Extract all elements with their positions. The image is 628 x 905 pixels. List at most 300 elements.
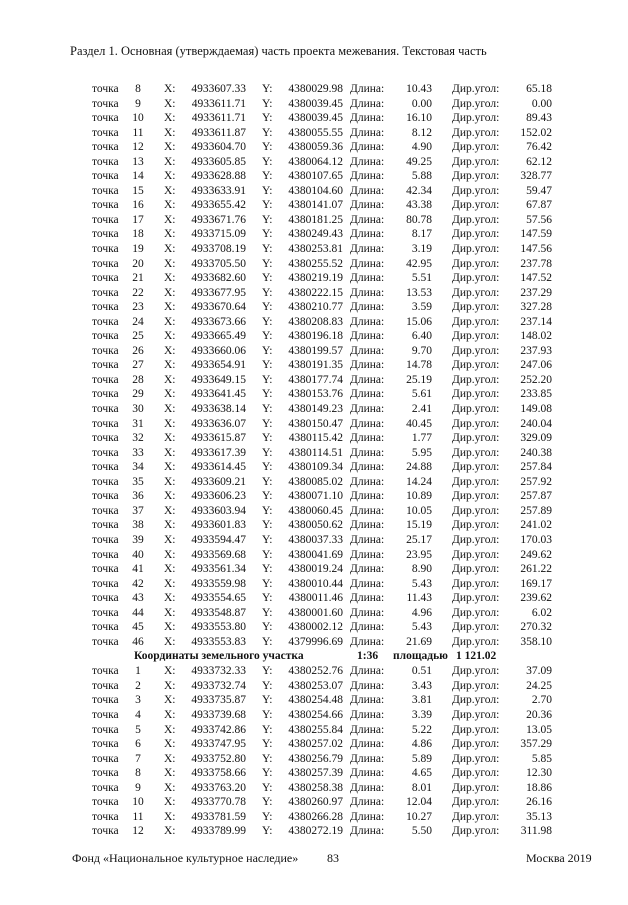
length-value: 3.19: [411, 243, 432, 256]
x-value: 4933641.45: [191, 388, 246, 401]
x-value: 4933789.99: [191, 825, 246, 838]
point-number: 14: [132, 170, 144, 183]
x-value: 4933682.60: [191, 272, 246, 285]
point-number: 42: [132, 577, 144, 590]
point-label: точка: [92, 228, 119, 241]
point-label: точка: [92, 592, 119, 605]
length-label: Длина:: [350, 519, 385, 532]
table-row: [0, 781, 628, 796]
y-value: 4380109.34: [288, 461, 343, 474]
length-label: Длина:: [350, 257, 385, 270]
y-value: 4380150.47: [288, 417, 343, 430]
length-label: Длина:: [350, 461, 385, 474]
point-label: точка: [92, 417, 119, 430]
y-value: 4380107.65: [288, 170, 343, 183]
angle-label: Дир.угол:: [452, 635, 500, 648]
point-label: точка: [92, 796, 119, 809]
x-value: 4933569.68: [191, 548, 246, 561]
angle-value: 152.02: [520, 126, 552, 139]
y-label: Y:: [262, 432, 273, 445]
y-label: Y:: [262, 504, 273, 517]
y-value: 4380191.35: [288, 359, 343, 372]
x-label: X:: [164, 767, 176, 780]
x-value: 4933732.74: [191, 679, 246, 692]
point-number: 28: [132, 373, 144, 386]
point-label: точка: [92, 504, 119, 517]
x-label: X:: [164, 738, 176, 751]
angle-value: 327.28: [520, 301, 552, 314]
y-label: Y:: [262, 97, 273, 110]
x-value: 4933747.95: [191, 738, 246, 751]
table-row: [0, 752, 628, 767]
x-label: X:: [164, 141, 176, 154]
x-label: X:: [164, 272, 176, 285]
length-value: 23.95: [406, 548, 432, 561]
angle-value: 76.42: [526, 141, 552, 154]
x-label: X:: [164, 519, 176, 532]
point-label: точка: [92, 257, 119, 270]
y-value: 4379996.69: [288, 635, 343, 648]
table-row: [0, 577, 628, 592]
angle-label: Дир.угол:: [452, 373, 500, 386]
angle-value: 328.77: [520, 170, 552, 183]
angle-value: 252.20: [520, 373, 552, 386]
x-value: 4933763.20: [191, 781, 246, 794]
y-value: 4380060.45: [288, 504, 343, 517]
y-value: 4380254.66: [288, 708, 343, 721]
x-label: X:: [164, 475, 176, 488]
point-label: точка: [92, 97, 119, 110]
point-label: точка: [92, 126, 119, 139]
x-label: X:: [164, 810, 176, 823]
point-number: 31: [132, 417, 144, 430]
angle-label: Дир.угол:: [452, 592, 500, 605]
angle-label: Дир.угол:: [452, 126, 500, 139]
x-label: X:: [164, 301, 176, 314]
point-label: точка: [92, 738, 119, 751]
length-label: Длина:: [350, 141, 385, 154]
y-label: Y:: [262, 781, 273, 794]
length-label: Длина:: [350, 228, 385, 241]
angle-value: 257.87: [520, 490, 552, 503]
length-value: 3.81: [411, 694, 432, 707]
y-value: 4380210.77: [288, 301, 343, 314]
point-label: точка: [92, 155, 119, 168]
y-value: 4380181.25: [288, 213, 343, 226]
x-label: X:: [164, 344, 176, 357]
y-value: 4380219.19: [288, 272, 343, 285]
table-row: [0, 518, 628, 533]
y-label: Y:: [262, 199, 273, 212]
length-label: Длина:: [350, 359, 385, 372]
length-label: Длина:: [350, 272, 385, 285]
angle-value: 12.30: [526, 767, 552, 780]
point-number: 6: [135, 738, 141, 751]
x-label: X:: [164, 213, 176, 226]
x-label: X:: [164, 257, 176, 270]
x-value: 4933715.09: [191, 228, 246, 241]
length-label: Длина:: [350, 679, 385, 692]
angle-value: 2.70: [531, 694, 552, 707]
length-value: 10.27: [406, 810, 432, 823]
point-number: 16: [132, 199, 144, 212]
y-value: 4380085.02: [288, 475, 343, 488]
length-value: 8.17: [411, 228, 432, 241]
y-value: 4380002.12: [288, 621, 343, 634]
length-value: 11.43: [406, 592, 432, 605]
x-label: X:: [164, 228, 176, 241]
angle-label: Дир.угол:: [452, 141, 500, 154]
table-row: [0, 373, 628, 388]
length-value: 24.88: [406, 461, 432, 474]
angle-label: Дир.угол:: [452, 112, 500, 125]
y-label: Y:: [262, 170, 273, 183]
angle-value: 5.85: [531, 752, 552, 765]
angle-label: Дир.угол:: [452, 475, 500, 488]
angle-label: Дир.угол:: [452, 738, 500, 751]
table-row: [0, 562, 628, 577]
point-label: точка: [92, 243, 119, 256]
x-label: X:: [164, 330, 176, 343]
angle-label: Дир.угол:: [452, 155, 500, 168]
x-value: 4933677.95: [191, 286, 246, 299]
length-value: 25.19: [406, 373, 432, 386]
y-value: 4380255.84: [288, 723, 343, 736]
angle-label: Дир.угол:: [452, 810, 500, 823]
length-value: 3.59: [411, 301, 432, 314]
angle-label: Дир.угол:: [452, 679, 500, 692]
y-label: Y:: [262, 723, 273, 736]
y-value: 4380037.33: [288, 533, 343, 546]
table-row: [0, 315, 628, 330]
point-label: точка: [92, 519, 119, 532]
point-number: 41: [132, 563, 144, 576]
length-value: 5.43: [411, 577, 432, 590]
angle-value: 237.78: [520, 257, 552, 270]
point-number: 35: [132, 475, 144, 488]
y-value: 4380050.62: [288, 519, 343, 532]
length-label: Длина:: [350, 592, 385, 605]
x-value: 4933732.33: [191, 665, 246, 678]
length-label: Длина:: [350, 213, 385, 226]
length-label: Длина:: [350, 635, 385, 648]
y-value: 4380041.69: [288, 548, 343, 561]
x-value: 4933654.91: [191, 359, 246, 372]
footer-city-year: Москва 2019: [526, 851, 592, 865]
y-value: 4380019.24: [288, 563, 343, 576]
length-label: Длина:: [350, 388, 385, 401]
point-number: 24: [132, 315, 144, 328]
angle-label: Дир.угол:: [452, 461, 500, 474]
length-value: 40.45: [406, 417, 432, 430]
angle-value: 37.09: [526, 665, 552, 678]
y-value: 4380272.19: [288, 825, 343, 838]
point-number: 9: [135, 97, 141, 110]
table-row: [0, 213, 628, 228]
length-label: Длина:: [350, 97, 385, 110]
angle-value: 257.84: [520, 461, 552, 474]
x-label: X:: [164, 796, 176, 809]
angle-value: 13.05: [526, 723, 552, 736]
length-label: Длина:: [350, 606, 385, 619]
point-number: 13: [132, 155, 144, 168]
x-label: X:: [164, 461, 176, 474]
y-label: Y:: [262, 563, 273, 576]
x-label: X:: [164, 170, 176, 183]
table-row: [0, 708, 628, 723]
point-number: 15: [132, 184, 144, 197]
point-label: точка: [92, 679, 119, 692]
y-value: 4380252.76: [288, 665, 343, 678]
table-row: [0, 140, 628, 155]
y-value: 4380029.98: [288, 83, 343, 95]
angle-value: 35.13: [526, 810, 552, 823]
table-row: [0, 402, 628, 417]
length-value: 14.78: [406, 359, 432, 372]
y-label: Y:: [262, 272, 273, 285]
x-label: X:: [164, 403, 176, 416]
x-label: X:: [164, 155, 176, 168]
x-value: 4933617.39: [191, 446, 246, 459]
y-label: Y:: [262, 548, 273, 561]
x-value: 4933671.76: [191, 213, 246, 226]
x-value: 4933559.98: [191, 577, 246, 590]
point-number: 30: [132, 403, 144, 416]
angle-label: Дир.угол:: [452, 665, 500, 678]
x-value: 4933604.70: [191, 141, 246, 154]
x-value: 4933665.49: [191, 330, 246, 343]
table-row: [0, 693, 628, 708]
x-label: X:: [164, 606, 176, 619]
point-label: точка: [92, 621, 119, 634]
x-label: X:: [164, 592, 176, 605]
y-label: Y:: [262, 83, 273, 95]
length-label: Длина:: [350, 403, 385, 416]
length-label: Длина:: [350, 184, 385, 197]
angle-label: Дир.угол:: [452, 286, 500, 299]
point-number: 19: [132, 243, 144, 256]
section-area-value: 1 121.02: [456, 650, 497, 663]
x-value: 4933611.87: [191, 126, 246, 139]
length-label: Длина:: [350, 126, 385, 139]
length-label: Длина:: [350, 533, 385, 546]
x-value: 4933605.85: [191, 155, 246, 168]
point-number: 21: [132, 272, 144, 285]
length-label: Длина:: [350, 315, 385, 328]
y-label: Y:: [262, 344, 273, 357]
table-row: [0, 198, 628, 213]
length-value: 42.34: [406, 184, 432, 197]
y-value: 4380141.07: [288, 199, 343, 212]
point-number: 10: [132, 112, 144, 125]
point-number: 46: [132, 635, 144, 648]
angle-label: Дир.угол:: [452, 708, 500, 721]
length-label: Длина:: [350, 112, 385, 125]
y-label: Y:: [262, 577, 273, 590]
y-label: Y:: [262, 403, 273, 416]
point-number: 8: [135, 767, 141, 780]
x-value: 4933594.47: [191, 533, 246, 546]
x-label: X:: [164, 199, 176, 212]
x-label: X:: [164, 83, 176, 95]
length-label: Длина:: [350, 563, 385, 576]
table-row: [0, 111, 628, 126]
point-label: точка: [92, 810, 119, 823]
length-label: Длина:: [350, 504, 385, 517]
point-label: точка: [92, 403, 119, 416]
length-value: 3.39: [411, 708, 432, 721]
point-number: 11: [132, 126, 144, 139]
y-label: Y:: [262, 330, 273, 343]
angle-label: Дир.угол:: [452, 533, 500, 546]
table-row: [0, 810, 628, 825]
angle-label: Дир.угол:: [452, 825, 500, 838]
angle-value: 89.43: [526, 112, 552, 125]
x-value: 4933752.80: [191, 752, 246, 765]
point-number: 26: [132, 344, 144, 357]
angle-value: 233.85: [520, 388, 552, 401]
point-number: 17: [132, 213, 144, 226]
x-value: 4933758.66: [191, 767, 246, 780]
length-value: 8.01: [411, 781, 432, 794]
angle-label: Дир.угол:: [452, 417, 500, 430]
angle-value: 257.92: [520, 475, 552, 488]
point-label: точка: [92, 170, 119, 183]
angle-label: Дир.угол:: [452, 199, 500, 212]
point-label: точка: [92, 635, 119, 648]
coordinates-table: [0, 82, 628, 839]
x-value: 4933673.66: [191, 315, 246, 328]
angle-label: Дир.угол:: [452, 432, 500, 445]
table-row: [0, 97, 628, 112]
x-value: 4933603.94: [191, 504, 246, 517]
y-label: Y:: [262, 286, 273, 299]
footer-organization: Фонд «Национальное культурное наследие»: [72, 851, 299, 865]
x-label: X:: [164, 621, 176, 634]
length-value: 0.51: [411, 665, 432, 678]
y-label: Y:: [262, 679, 273, 692]
x-value: 4933548.87: [191, 606, 246, 619]
table-row: [0, 329, 628, 344]
angle-label: Дир.угол:: [452, 606, 500, 619]
y-label: Y:: [262, 621, 273, 634]
table-row: [0, 766, 628, 781]
y-value: 4380266.28: [288, 810, 343, 823]
angle-value: 149.08: [520, 403, 552, 416]
point-label: точка: [92, 373, 119, 386]
y-label: Y:: [262, 796, 273, 809]
y-value: 4380071.10: [288, 490, 343, 503]
length-label: Длина:: [350, 330, 385, 343]
angle-value: 147.59: [520, 228, 552, 241]
length-label: Длина:: [350, 170, 385, 183]
x-value: 4933638.14: [191, 403, 246, 416]
y-value: 4380253.07: [288, 679, 343, 692]
length-value: 42.95: [406, 257, 432, 270]
angle-value: 249.62: [520, 548, 552, 561]
x-value: 4933655.42: [191, 199, 246, 212]
angle-label: Дир.угол:: [452, 752, 500, 765]
angle-value: 57.56: [526, 213, 552, 226]
x-label: X:: [164, 825, 176, 838]
y-label: Y:: [262, 490, 273, 503]
point-number: 23: [132, 301, 144, 314]
point-label: точка: [92, 767, 119, 780]
length-value: 0.00: [411, 97, 432, 110]
length-value: 5.43: [411, 621, 432, 634]
length-label: Длина:: [350, 243, 385, 256]
table-row: [0, 679, 628, 694]
length-label: Длина:: [350, 621, 385, 634]
length-value: 4.86: [411, 738, 432, 751]
angle-label: Дир.угол:: [452, 301, 500, 314]
point-label: точка: [92, 461, 119, 474]
point-label: точка: [92, 83, 119, 95]
length-value: 49.25: [406, 155, 432, 168]
angle-label: Дир.угол:: [452, 243, 500, 256]
y-label: Y:: [262, 606, 273, 619]
angle-value: 65.18: [526, 83, 552, 95]
table-row: [0, 387, 628, 402]
y-value: 4380104.60: [288, 184, 343, 197]
x-label: X:: [164, 97, 176, 110]
point-label: точка: [92, 359, 119, 372]
length-value: 9.70: [411, 344, 432, 357]
table-row: [0, 723, 628, 738]
point-number: 34: [132, 461, 144, 474]
angle-value: 148.02: [520, 330, 552, 343]
point-label: точка: [92, 388, 119, 401]
angle-value: 237.29: [520, 286, 552, 299]
table-row: [0, 242, 628, 257]
point-label: точка: [92, 199, 119, 212]
table-row: [0, 286, 628, 301]
angle-value: 20.36: [526, 708, 552, 721]
table-row: [0, 664, 628, 679]
y-label: Y:: [262, 388, 273, 401]
point-label: точка: [92, 825, 119, 838]
table-row: [0, 126, 628, 141]
angle-label: Дир.угол:: [452, 446, 500, 459]
y-label: Y:: [262, 475, 273, 488]
x-label: X:: [164, 446, 176, 459]
length-value: 5.88: [411, 170, 432, 183]
table-row: [0, 446, 628, 461]
y-label: Y:: [262, 301, 273, 314]
y-value: 4380256.79: [288, 752, 343, 765]
y-label: Y:: [262, 155, 273, 168]
point-number: 43: [132, 592, 144, 605]
angle-value: 6.02: [531, 606, 552, 619]
angle-value: 311.98: [520, 825, 552, 838]
point-number: 36: [132, 490, 144, 503]
length-label: Длина:: [350, 83, 385, 95]
length-value: 10.43: [406, 83, 432, 95]
y-label: Y:: [262, 141, 273, 154]
angle-label: Дир.угол:: [452, 97, 500, 110]
angle-value: 59.47: [526, 184, 552, 197]
length-value: 5.89: [411, 752, 432, 765]
y-label: Y:: [262, 417, 273, 430]
angle-value: 261.22: [520, 563, 552, 576]
point-label: точка: [92, 344, 119, 357]
angle-value: 270.32: [520, 621, 552, 634]
angle-value: 26.16: [526, 796, 552, 809]
length-label: Длина:: [350, 446, 385, 459]
angle-label: Дир.угол:: [452, 504, 500, 517]
point-label: точка: [92, 272, 119, 285]
section-heading: [0, 649, 628, 664]
